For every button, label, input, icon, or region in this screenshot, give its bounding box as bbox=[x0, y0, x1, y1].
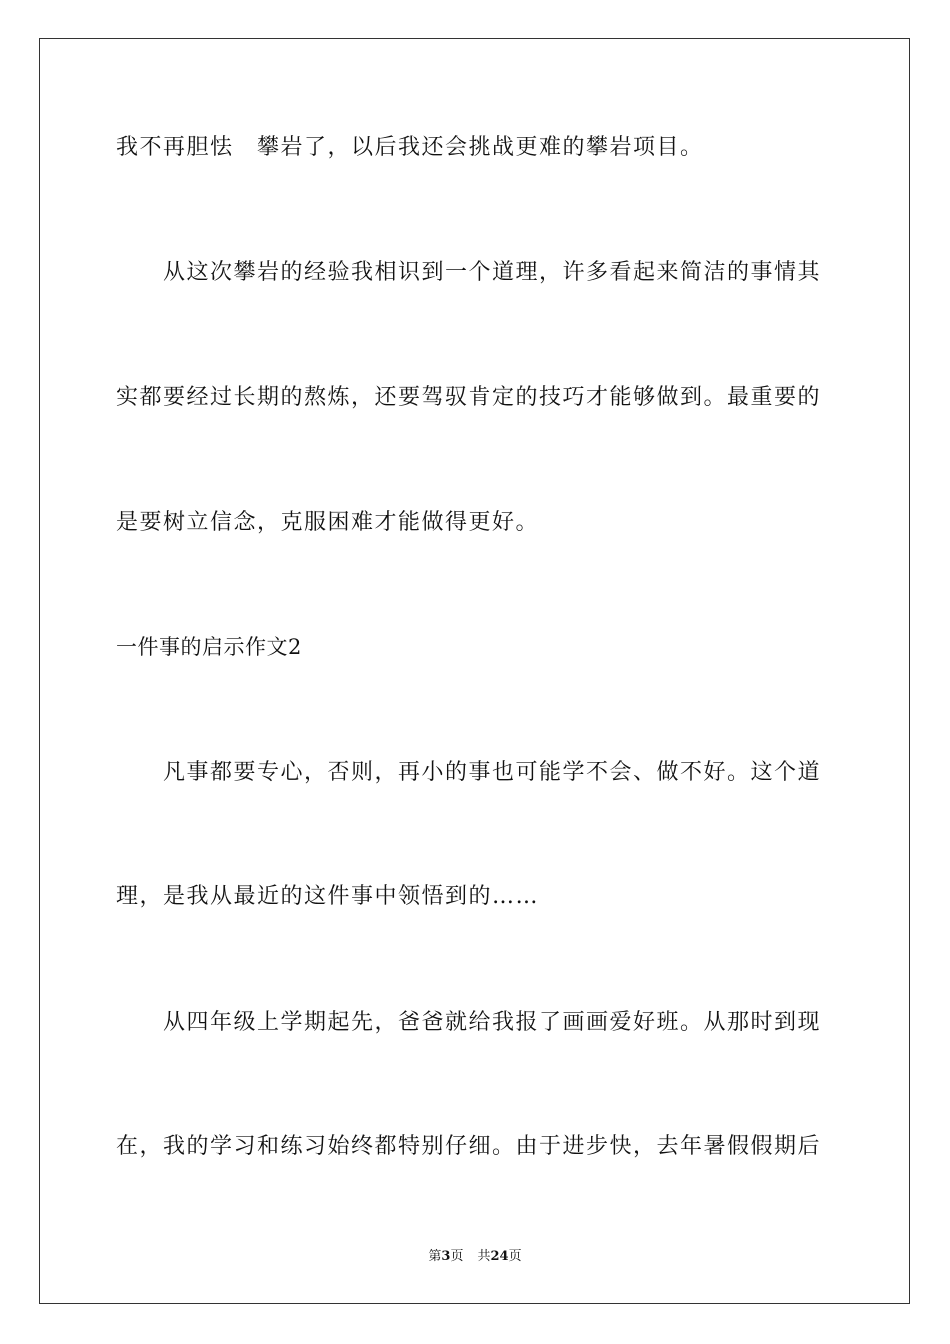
section-heading: 一件事的启示作文2 bbox=[116, 635, 302, 659]
page-number: 3 bbox=[441, 1249, 451, 1264]
page-suffix: 页 bbox=[450, 1249, 464, 1264]
body-line-9: 在，我的学习和练习始终都特别仔细。由于进步快，去年暑假假期后 bbox=[116, 1134, 822, 1159]
body-line-4: 是要树立信念，克服困难才能做得更好。 bbox=[116, 510, 540, 535]
body-line-2: 从这次攀岩的经验我相识到一个道理，许多看起来简洁的事情其 bbox=[163, 260, 822, 285]
body-line-7: 理，是我从最近的这件事中领悟到的…… bbox=[116, 884, 540, 909]
total-pages: 24 bbox=[490, 1249, 509, 1264]
total-prefix: 共 bbox=[477, 1249, 491, 1264]
total-suffix: 页 bbox=[508, 1249, 522, 1264]
page-footer bbox=[0, 1248, 950, 1266]
body-line-8: 从四年级上学期起先，爸爸就给我报了画画爱好班。从那时到现 bbox=[163, 1010, 822, 1035]
page-prefix: 第 bbox=[428, 1249, 442, 1264]
page-border bbox=[39, 38, 910, 1304]
body-line-6: 凡事都要专心，否则，再小的事也可能学不会、做不好。这个道 bbox=[163, 760, 822, 785]
body-line-1: 我不再胆怯 攀岩了，以后我还会挑战更难的攀岩项目。 bbox=[116, 135, 704, 160]
body-line-3: 实都要经过长期的熬炼，还要驾驭肯定的技巧才能够做到。最重要的 bbox=[116, 385, 822, 410]
